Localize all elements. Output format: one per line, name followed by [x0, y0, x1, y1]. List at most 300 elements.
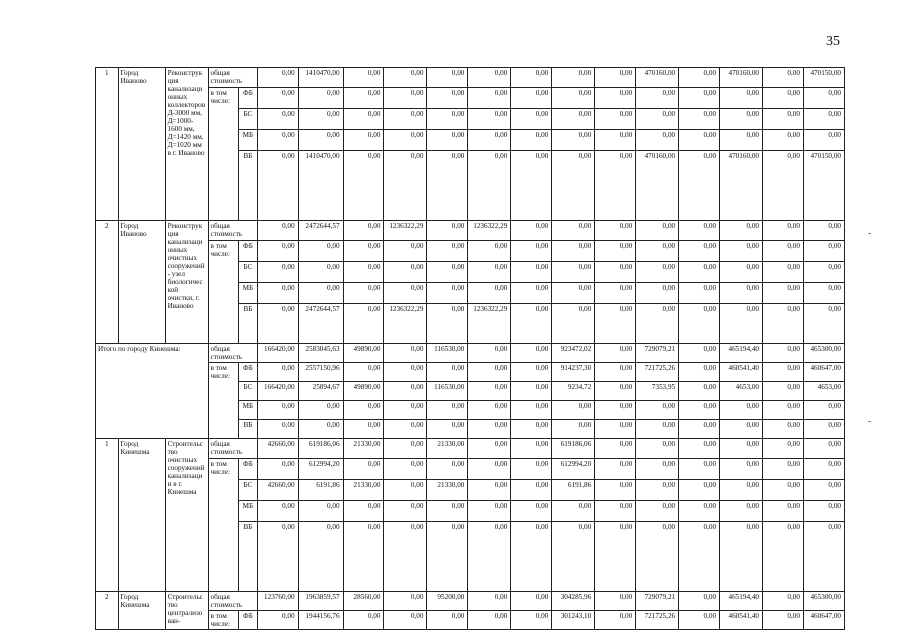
amount-cell: 0,00 [679, 68, 720, 88]
amount-cell: 0,00 [679, 459, 720, 480]
amount-cell: 0,00 [427, 459, 468, 480]
amount-cell: 0,00 [257, 109, 298, 130]
amount-cell: 0,00 [468, 241, 511, 262]
amount-cell: 470160,00 [720, 151, 763, 221]
amount-cell: 0,00 [427, 363, 468, 382]
amount-cell: 0,00 [803, 241, 844, 262]
amount-cell: 0,00 [468, 151, 511, 221]
amount-cell: 0,00 [679, 420, 720, 439]
amount-cell: 166420,00 [257, 382, 298, 401]
funding-source-fb: ФБ [239, 363, 257, 382]
amount-cell: 0,00 [595, 420, 636, 439]
amount-cell: 0,00 [298, 241, 343, 262]
project-description: Реконструкция канализационных коллекторов Д-3000 мм, Д=1000-1600 мм, Д=1420 мм, Д=1020 мм в г. Иваново [165, 68, 208, 221]
amount-cell: 0,00 [468, 592, 511, 611]
amount-cell: 49890,00 [343, 344, 384, 363]
amount-cell: 0,00 [679, 344, 720, 363]
amount-cell: 0,00 [298, 262, 343, 283]
amount-cell: 0,00 [679, 151, 720, 221]
amount-cell: 0,00 [384, 459, 427, 480]
page-number: 35 [826, 34, 840, 49]
amount-cell: 0,00 [552, 501, 595, 522]
amount-cell: 2583045,63 [298, 344, 343, 363]
amount-cell: 0,00 [468, 344, 511, 363]
amount-cell: 0,00 [257, 68, 298, 88]
amount-cell: 0,00 [343, 88, 384, 109]
amount-cell: 0,00 [343, 401, 384, 420]
amount-cell: 0,00 [468, 459, 511, 480]
amount-cell: 0,00 [384, 68, 427, 88]
amount-cell: 0,00 [468, 262, 511, 283]
amount-cell: 0,00 [636, 241, 679, 262]
funding-source-vb: ВБ [239, 420, 257, 439]
amount-cell: 21330,00 [343, 480, 384, 501]
amount-cell: 0,00 [343, 363, 384, 382]
amount-cell: 0,00 [595, 363, 636, 382]
amount-cell: 0,00 [511, 459, 552, 480]
amount-cell: 0,00 [763, 241, 804, 262]
table-row [96, 88, 845, 109]
table-body [96, 68, 845, 630]
amount-cell: 0,00 [679, 241, 720, 262]
funding-source-mb: МБ [239, 401, 257, 420]
amount-cell: 0,00 [763, 420, 804, 439]
amount-cell: 0,00 [636, 459, 679, 480]
including-label: в том числе: [208, 611, 239, 630]
amount-cell: 0,00 [427, 68, 468, 88]
amount-cell: 49890,00 [343, 382, 384, 401]
amount-cell: 465194,40 [720, 344, 763, 363]
item-number: 1 [96, 439, 119, 592]
amount-cell: 0,00 [803, 401, 844, 420]
amount-cell: 0,00 [468, 68, 511, 88]
amount-cell: 0,00 [763, 344, 804, 363]
amount-cell: 0,00 [552, 241, 595, 262]
project-description: Строительство очистных сооружений канализации в г. Кинешма [165, 439, 208, 592]
amount-cell: 0,00 [552, 401, 595, 420]
amount-cell: 0,00 [384, 592, 427, 611]
amount-cell: 0,00 [636, 262, 679, 283]
amount-cell: 0,00 [720, 501, 763, 522]
amount-cell: 0,00 [679, 363, 720, 382]
amount-cell: 0,00 [595, 611, 636, 630]
amount-cell: 0,00 [595, 401, 636, 420]
amount-cell: 116530,00 [427, 344, 468, 363]
amount-cell: 0,00 [343, 420, 384, 439]
project-description: Строительство централизован- [165, 592, 208, 630]
amount-cell: 0,00 [595, 151, 636, 221]
amount-cell: 460647,00 [803, 611, 844, 630]
amount-cell: 0,00 [343, 459, 384, 480]
amount-cell: 0,00 [298, 283, 343, 304]
amount-cell: 0,00 [636, 522, 679, 592]
table-row [96, 363, 845, 382]
amount-cell: 1410470,00 [298, 68, 343, 88]
amount-cell: 0,00 [511, 68, 552, 88]
including-label: в том числе: [208, 88, 239, 221]
amount-cell: 0,00 [427, 304, 468, 344]
amount-cell: 0,00 [298, 420, 343, 439]
amount-cell: 0,00 [679, 304, 720, 344]
amount-cell: 0,00 [343, 68, 384, 88]
amount-cell: 0,00 [552, 262, 595, 283]
amount-cell: 729079,21 [636, 592, 679, 611]
amount-cell: 0,00 [803, 480, 844, 501]
amount-cell: 9234,72 [552, 382, 595, 401]
amount-cell: 729079,21 [636, 344, 679, 363]
amount-cell: 25894,67 [298, 382, 343, 401]
amount-cell: 0,00 [803, 88, 844, 109]
amount-cell: 1410470,00 [298, 151, 343, 221]
amount-cell: 0,00 [298, 401, 343, 420]
amount-cell: 0,00 [803, 304, 844, 344]
amount-cell: 0,00 [384, 611, 427, 630]
amount-cell: 0,00 [257, 262, 298, 283]
amount-cell: 0,00 [511, 363, 552, 382]
amount-cell: 465300,00 [803, 344, 844, 363]
amount-cell: 0,00 [384, 522, 427, 592]
amount-cell: 0,00 [595, 241, 636, 262]
amount-cell: 0,00 [720, 221, 763, 241]
amount-cell: 0,00 [468, 501, 511, 522]
amount-cell: 0,00 [257, 130, 298, 151]
amount-cell: 0,00 [636, 304, 679, 344]
amount-cell: 0,00 [511, 283, 552, 304]
project-description: Реконструкция канализационных очистных сооружений - узел биологической очистки, г. Иваново [165, 221, 208, 344]
group-total-label: Итого по городу Кинешма: [96, 344, 209, 439]
item-number: 2 [96, 221, 119, 344]
amount-cell: 0,00 [679, 283, 720, 304]
amount-cell: 2472644,57 [298, 221, 343, 241]
amount-cell: 0,00 [595, 480, 636, 501]
amount-cell: 0,00 [636, 221, 679, 241]
amount-cell: 4653,00 [720, 382, 763, 401]
amount-cell: 470160,00 [636, 68, 679, 88]
amount-cell: 7353,95 [636, 382, 679, 401]
funding-source-bs: БС [239, 480, 257, 501]
amount-cell: 0,00 [595, 109, 636, 130]
amount-cell: 95200,00 [427, 592, 468, 611]
amount-cell: 0,00 [720, 459, 763, 480]
amount-cell: 0,00 [343, 522, 384, 592]
amount-cell: 0,00 [343, 501, 384, 522]
amount-cell: 0,00 [511, 480, 552, 501]
amount-cell: 612994,20 [298, 459, 343, 480]
amount-cell: 0,00 [427, 130, 468, 151]
amount-cell: 0,00 [468, 439, 511, 459]
amount-cell: 0,00 [298, 109, 343, 130]
funding-source-vb: ВБ [239, 522, 257, 592]
amount-cell: 0,00 [427, 262, 468, 283]
amount-cell: 0,00 [803, 130, 844, 151]
amount-cell: 0,00 [384, 344, 427, 363]
amount-cell: 0,00 [511, 401, 552, 420]
table-row [96, 592, 845, 611]
amount-cell: 0,00 [511, 522, 552, 592]
amount-cell: 0,00 [298, 522, 343, 592]
amount-cell: 0,00 [427, 241, 468, 262]
amount-cell: 470160,00 [636, 151, 679, 221]
amount-cell: 0,00 [679, 262, 720, 283]
amount-cell: 0,00 [679, 501, 720, 522]
amount-cell: 1236322,29 [384, 221, 427, 241]
amount-cell: 470160,00 [720, 68, 763, 88]
amount-cell: 460541,40 [720, 611, 763, 630]
amount-cell: 0,00 [763, 262, 804, 283]
amount-cell: 0,00 [427, 420, 468, 439]
amount-cell: 0,00 [427, 401, 468, 420]
amount-cell: 0,00 [511, 439, 552, 459]
amount-cell: 0,00 [595, 439, 636, 459]
amount-cell: 0,00 [595, 304, 636, 344]
amount-cell: 0,00 [763, 283, 804, 304]
total-cost-label: общая стоимость [208, 592, 257, 611]
amount-cell: 0,00 [343, 221, 384, 241]
amount-cell: 0,00 [552, 88, 595, 109]
amount-cell: 0,00 [679, 109, 720, 130]
amount-cell: 0,00 [427, 88, 468, 109]
city-name: Город Иваново [118, 68, 165, 221]
funding-source-vb: ВБ [239, 304, 257, 344]
amount-cell: 0,00 [384, 501, 427, 522]
amount-cell: 21330,00 [427, 480, 468, 501]
amount-cell: 465194,40 [720, 592, 763, 611]
amount-cell: 0,00 [636, 480, 679, 501]
amount-cell: 0,00 [298, 130, 343, 151]
amount-cell: 0,00 [763, 439, 804, 459]
amount-cell: 0,00 [763, 522, 804, 592]
amount-cell: 304285,96 [552, 592, 595, 611]
amount-cell: 166420,00 [257, 344, 298, 363]
amount-cell: 0,00 [343, 109, 384, 130]
amount-cell: 0,00 [552, 151, 595, 221]
amount-cell: 0,00 [595, 459, 636, 480]
amount-cell: 0,00 [595, 68, 636, 88]
amount-cell: 0,00 [552, 522, 595, 592]
amount-cell: 0,00 [384, 382, 427, 401]
amount-cell: 0,00 [595, 522, 636, 592]
amount-cell: 0,00 [552, 109, 595, 130]
amount-cell: 0,00 [763, 592, 804, 611]
amount-cell: 0,00 [511, 501, 552, 522]
amount-cell: 0,00 [384, 151, 427, 221]
amount-cell: 460541,40 [720, 363, 763, 382]
amount-cell: 0,00 [468, 420, 511, 439]
amount-cell: 6191,86 [298, 480, 343, 501]
amount-cell: 0,00 [763, 382, 804, 401]
amount-cell: 0,00 [257, 401, 298, 420]
amount-cell: 0,00 [343, 151, 384, 221]
amount-cell: 0,00 [552, 420, 595, 439]
amount-cell: 0,00 [384, 130, 427, 151]
amount-cell: 0,00 [468, 611, 511, 630]
amount-cell: 0,00 [384, 109, 427, 130]
amount-cell: 0,00 [763, 401, 804, 420]
amount-cell: 1236322,29 [468, 304, 511, 344]
amount-cell: 0,00 [679, 439, 720, 459]
amount-cell: 0,00 [552, 283, 595, 304]
amount-cell: 0,00 [595, 221, 636, 241]
amount-cell: 301243,10 [552, 611, 595, 630]
amount-cell: 0,00 [679, 480, 720, 501]
amount-cell: 0,00 [427, 151, 468, 221]
including-label: в том числе: [208, 459, 239, 592]
amount-cell: 0,00 [552, 68, 595, 88]
funding-source-mb: МБ [239, 130, 257, 151]
amount-cell: 0,00 [679, 401, 720, 420]
item-number: 1 [96, 68, 119, 221]
amount-cell: 0,00 [595, 592, 636, 611]
amount-cell: 0,00 [257, 501, 298, 522]
amount-cell: 0,00 [636, 420, 679, 439]
amount-cell: 28560,00 [343, 592, 384, 611]
funding-source-fb: ФБ [239, 241, 257, 262]
amount-cell: 0,00 [257, 221, 298, 241]
amount-cell: 0,00 [763, 151, 804, 221]
amount-cell: 4653,00 [803, 382, 844, 401]
amount-cell: 0,00 [595, 501, 636, 522]
amount-cell: 0,00 [720, 262, 763, 283]
amount-cell: 0,00 [595, 130, 636, 151]
amount-cell: 0,00 [595, 344, 636, 363]
amount-cell: 0,00 [636, 401, 679, 420]
amount-cell: 0,00 [384, 420, 427, 439]
amount-cell: 0,00 [468, 363, 511, 382]
amount-cell: 1236322,29 [384, 304, 427, 344]
amount-cell: 0,00 [803, 420, 844, 439]
amount-cell: 1236322,29 [468, 221, 511, 241]
amount-cell: 0,00 [636, 439, 679, 459]
amount-cell: 0,00 [763, 459, 804, 480]
amount-cell: 123760,00 [257, 592, 298, 611]
amount-cell: 0,00 [720, 522, 763, 592]
amount-cell: 0,00 [803, 221, 844, 241]
amount-cell: 470150,00 [803, 151, 844, 221]
amount-cell: 0,00 [511, 241, 552, 262]
amount-cell: 0,00 [595, 88, 636, 109]
amount-cell: 0,00 [679, 221, 720, 241]
amount-cell: 0,00 [257, 283, 298, 304]
amount-cell: 0,00 [384, 241, 427, 262]
amount-cell: 721725,26 [636, 363, 679, 382]
amount-cell: 0,00 [720, 130, 763, 151]
amount-cell: 0,00 [763, 501, 804, 522]
table-row [96, 439, 845, 459]
amount-cell: 0,00 [763, 304, 804, 344]
amount-cell: 0,00 [679, 88, 720, 109]
amount-cell: 0,00 [468, 88, 511, 109]
amount-cell: 465300,00 [803, 592, 844, 611]
amount-cell: 0,00 [763, 221, 804, 241]
amount-cell: 0,00 [384, 88, 427, 109]
amount-cell: 914237,30 [552, 363, 595, 382]
amount-cell: 0,00 [803, 109, 844, 130]
amount-cell: 0,00 [384, 363, 427, 382]
amount-cell: 0,00 [427, 522, 468, 592]
amount-cell: 0,00 [720, 480, 763, 501]
total-cost-label: общая стоимость [208, 344, 257, 363]
amount-cell: 0,00 [552, 221, 595, 241]
amount-cell: 0,00 [763, 88, 804, 109]
funding-source-mb: МБ [239, 501, 257, 522]
city-name: Город Иваново [118, 221, 165, 344]
amount-cell: 0,00 [468, 109, 511, 130]
amount-cell: 0,00 [298, 501, 343, 522]
amount-cell: 460647,00 [803, 363, 844, 382]
amount-cell: 0,00 [343, 611, 384, 630]
amount-cell: 0,00 [427, 501, 468, 522]
amount-cell: 619186,06 [552, 439, 595, 459]
amount-cell: 721725,26 [636, 611, 679, 630]
table-row [96, 344, 845, 363]
amount-cell: 42660,00 [257, 480, 298, 501]
amount-cell: 0,00 [343, 304, 384, 344]
amount-cell: 0,00 [763, 130, 804, 151]
amount-cell: 0,00 [468, 130, 511, 151]
total-cost-label: общая стоимость [208, 439, 257, 459]
amount-cell: 0,00 [595, 283, 636, 304]
funding-source-bs: БС [239, 109, 257, 130]
amount-cell: 0,00 [511, 382, 552, 401]
item-number: 2 [96, 592, 119, 630]
amount-cell: 21330,00 [427, 439, 468, 459]
amount-cell: 0,00 [720, 109, 763, 130]
amount-cell: 0,00 [720, 283, 763, 304]
amount-cell: 0,00 [468, 382, 511, 401]
table-row [96, 241, 845, 262]
amount-cell: 0,00 [257, 151, 298, 221]
amount-cell: 0,00 [763, 68, 804, 88]
amount-cell: 2557150,96 [298, 363, 343, 382]
table-row [96, 459, 845, 480]
amount-cell: 0,00 [257, 88, 298, 109]
amount-cell: 21330,00 [343, 439, 384, 459]
amount-cell: 0,00 [552, 130, 595, 151]
amount-cell: 0,00 [468, 480, 511, 501]
amount-cell: 0,00 [257, 304, 298, 344]
amount-cell: 470150,00 [803, 68, 844, 88]
amount-cell: 0,00 [511, 262, 552, 283]
amount-cell: 0,00 [679, 592, 720, 611]
amount-cell: 0,00 [511, 304, 552, 344]
amount-cell: 923472,02 [552, 344, 595, 363]
amount-cell: 0,00 [511, 592, 552, 611]
total-cost-label: общая стоимость [208, 221, 257, 241]
amount-cell: 0,00 [720, 439, 763, 459]
amount-cell: 0,00 [803, 439, 844, 459]
amount-cell: 0,00 [298, 88, 343, 109]
amount-cell: 0,00 [636, 283, 679, 304]
funding-source-fb: ФБ [239, 88, 257, 109]
funding-source-fb: ФБ [239, 459, 257, 480]
amount-cell: 0,00 [511, 344, 552, 363]
amount-cell: 0,00 [427, 109, 468, 130]
total-cost-label: общая стоимость [208, 68, 257, 88]
amount-cell: 0,00 [427, 221, 468, 241]
amount-cell: 0,00 [257, 459, 298, 480]
including-label: в том числе: [208, 241, 239, 344]
amount-cell: 6191,86 [552, 480, 595, 501]
funding-source-vb: ВБ [239, 151, 257, 221]
city-name: Город Кинешма [118, 592, 165, 630]
amount-cell: 0,00 [511, 221, 552, 241]
amount-cell: 0,00 [511, 151, 552, 221]
amount-cell: 0,00 [257, 522, 298, 592]
amount-cell: 0,00 [468, 283, 511, 304]
amount-cell: 0,00 [511, 88, 552, 109]
amount-cell: 0,00 [257, 611, 298, 630]
funding-source-mb: МБ [239, 283, 257, 304]
